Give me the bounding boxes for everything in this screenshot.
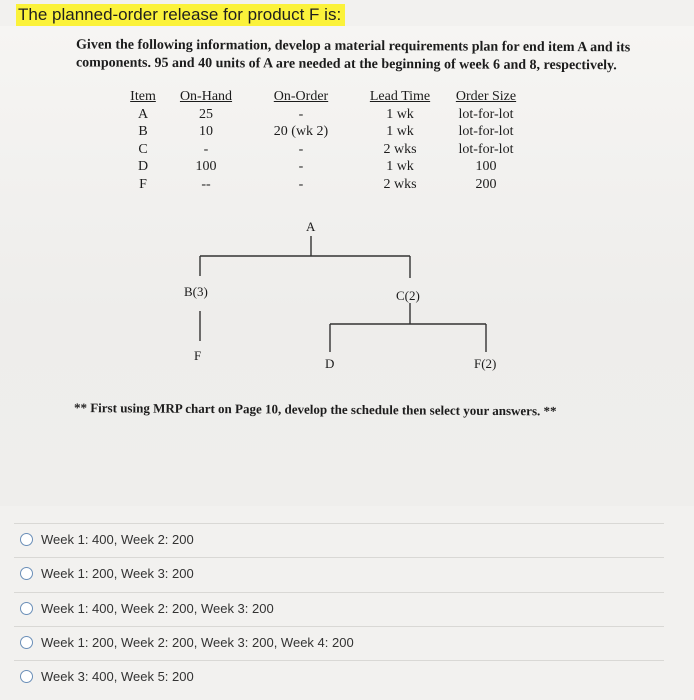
order-size-cell: 100 [475, 159, 497, 174]
answer-label: Week 3: 400, Week 5: 200 [41, 668, 194, 684]
lead-time-cell: 2 wks [383, 176, 417, 192]
lead-time-cell: 1 wk [386, 106, 414, 122]
answer-option-3[interactable] [14, 592, 664, 623]
tree-node-f: F [194, 348, 202, 363]
problem-note: ** First using MRP chart on Page 10, develop the schedule then select your answers. ** [73, 400, 557, 419]
radio-button[interactable] [20, 567, 33, 580]
on-order-cell: - [298, 159, 304, 174]
problem-intro: Given the following information, develop a material requirements plan for end item A and its components. 95 and 40 units of A are needed at the beginning of week 6 and 8, respectively. [75, 37, 631, 74]
item-header: Item [130, 89, 156, 104]
tree-node-a: A [306, 219, 316, 234]
order-size-cell: lot-for-lot [458, 106, 514, 122]
on-hand-cell: 25 [199, 106, 213, 122]
answer-label: Week 1: 400, Week 2: 200 [41, 531, 194, 547]
lead-time-cell: 2 wks [383, 141, 417, 157]
radio-button[interactable] [20, 670, 33, 683]
on-order-cell: - [298, 106, 304, 122]
on-hand-cell: -- [201, 176, 211, 192]
order-size-header: Order Size [455, 89, 517, 104]
tree-node-d: D [325, 356, 335, 371]
order-size-cell: 200 [475, 176, 497, 192]
item-cell: B [138, 124, 148, 139]
tree-node-c: C(2) [396, 288, 420, 303]
answer-option-1[interactable] [14, 523, 664, 554]
on-hand-header: On-Hand [179, 89, 233, 104]
item-cell: A [137, 106, 149, 122]
problem-image [0, 26, 694, 506]
order-size-cell: lot-for-lot [458, 124, 514, 139]
on-hand-cell: 10 [199, 124, 213, 139]
order-size-cell: lot-for-lot [458, 141, 514, 157]
radio-button[interactable] [20, 533, 33, 546]
question-title: The planned-order release for product F is: [16, 4, 345, 27]
answer-option-2[interactable] [14, 557, 664, 588]
answer-label: Week 1: 200, Week 2: 200, Week 3: 200, Week 4: 200 [41, 634, 354, 650]
answer-option-4[interactable] [14, 626, 664, 657]
item-cell: F [139, 176, 147, 192]
on-order-cell: 20 (wk 2) [273, 124, 329, 139]
on-order-header: On-Order [273, 89, 329, 104]
on-hand-cell: - [203, 141, 209, 157]
tree-node-f2: F(2) [474, 356, 497, 371]
answer-label: Week 1: 200, Week 3: 200 [41, 565, 194, 581]
lead-time-cell: 1 wk [386, 159, 414, 174]
on-order-cell: - [298, 176, 304, 192]
lead-time-cell: 1 wk [386, 124, 414, 139]
answer-label: Week 1: 400, Week 2: 200, Week 3: 200 [41, 600, 274, 616]
on-hand-cell: 100 [195, 159, 217, 174]
radio-button[interactable] [20, 636, 33, 649]
item-cell: C [138, 141, 148, 157]
lead-time-header: Lead Time [369, 89, 431, 104]
on-order-cell: - [298, 141, 304, 157]
radio-button[interactable] [20, 602, 33, 615]
item-cell: D [137, 159, 149, 174]
tree-node-b: B(3) [184, 284, 208, 299]
answer-option-5[interactable] [14, 660, 664, 691]
product-structure-tree [0, 26, 694, 506]
